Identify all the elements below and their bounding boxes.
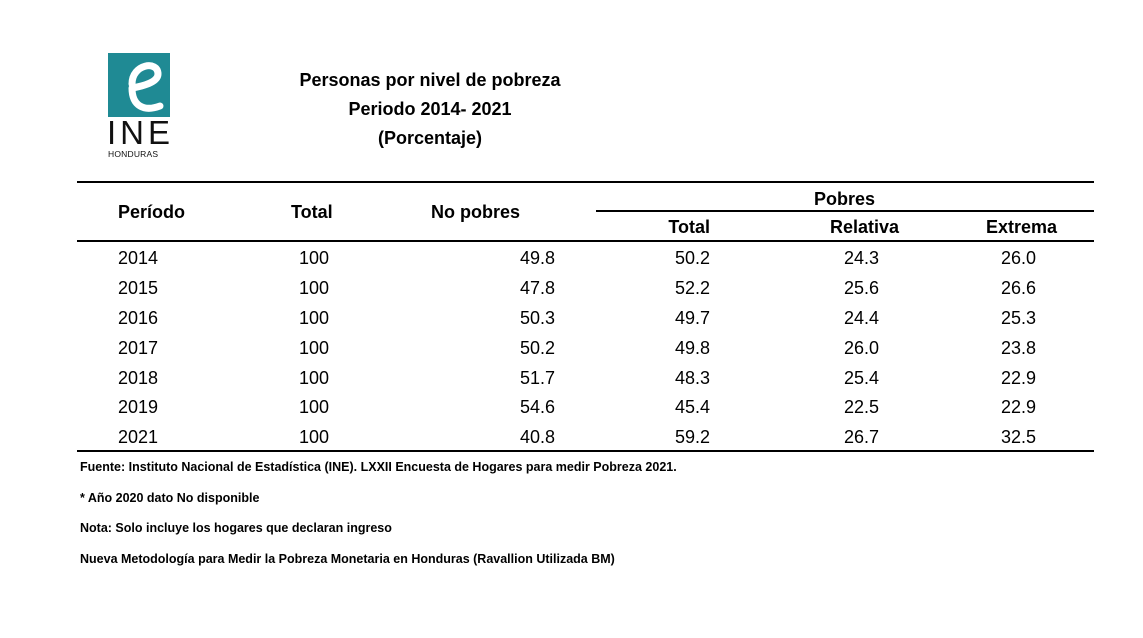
table-top-rule bbox=[77, 181, 1094, 183]
cell-relativa: 25.6 bbox=[843, 278, 879, 298]
note-anio: * Año 2020 dato No disponible bbox=[80, 491, 260, 505]
cell-extrema: 32.5 bbox=[1000, 427, 1036, 447]
cell-pobres-total: 59.2 bbox=[674, 427, 710, 447]
cell-total: 100 bbox=[299, 338, 330, 358]
cell-pobres-total: 52.2 bbox=[674, 278, 710, 298]
cell-total: 100 bbox=[299, 368, 330, 388]
cell-year: 2017 bbox=[118, 338, 159, 358]
cell-extrema: 26.0 bbox=[1000, 248, 1036, 268]
cell-pobres-total: 50.2 bbox=[674, 248, 710, 268]
cell-relativa: 22.5 bbox=[843, 397, 879, 417]
cell-total: 100 bbox=[299, 427, 330, 447]
title-line-1: Personas por nivel de pobreza bbox=[299, 70, 561, 90]
cell-no-pobres: 51.7 bbox=[519, 368, 555, 388]
header-bottom-rule bbox=[77, 240, 1094, 242]
logo-letters: INE bbox=[107, 114, 175, 151]
header-relativa: Relativa bbox=[829, 217, 899, 237]
table-title bbox=[230, 66, 630, 153]
cell-total: 100 bbox=[299, 278, 330, 298]
cell-pobres-total: 49.8 bbox=[674, 338, 710, 358]
cell-extrema: 26.6 bbox=[1000, 278, 1036, 298]
logo-subtitle: HONDURAS bbox=[108, 149, 159, 159]
cell-no-pobres: 49.8 bbox=[519, 248, 555, 268]
cell-pobres-total: 45.4 bbox=[674, 397, 710, 417]
cell-pobres-total: 48.3 bbox=[674, 368, 710, 388]
cell-year: 2015 bbox=[118, 278, 159, 298]
cell-extrema: 23.8 bbox=[1000, 338, 1036, 358]
cell-year: 2019 bbox=[118, 397, 159, 417]
header-extrema: Extrema bbox=[985, 217, 1057, 237]
cell-relativa: 25.4 bbox=[843, 368, 879, 388]
note-fuente: Fuente: Instituto Nacional de Estadística (INE). LXXII Encuesta de Hogares para medir Pobreza 2021. bbox=[80, 460, 677, 474]
header-periodo: Período bbox=[118, 202, 186, 222]
cell-relativa: 26.7 bbox=[843, 427, 879, 447]
cell-relativa: 24.3 bbox=[843, 248, 879, 268]
cell-year: 2021 bbox=[118, 427, 159, 447]
table-bottom-rule bbox=[77, 450, 1094, 452]
cell-year: 2018 bbox=[118, 368, 159, 388]
title-line-3: (Porcentaje) bbox=[377, 128, 483, 148]
logo-e-icon bbox=[114, 50, 170, 120]
cell-no-pobres: 54.6 bbox=[519, 397, 555, 417]
cell-year: 2016 bbox=[118, 308, 159, 328]
cell-total: 100 bbox=[299, 248, 330, 268]
header-no-pobres: No pobres bbox=[431, 202, 521, 222]
cell-extrema: 22.9 bbox=[1000, 397, 1036, 417]
cell-total: 100 bbox=[299, 397, 330, 417]
pobres-group-rule bbox=[596, 210, 1094, 212]
cell-no-pobres: 50.3 bbox=[519, 308, 555, 328]
title-line-2: Periodo 2014- 2021 bbox=[348, 99, 512, 119]
cell-extrema: 25.3 bbox=[1000, 308, 1036, 328]
note-nota: Nota: Solo incluye los hogares que declaran ingreso bbox=[80, 521, 392, 535]
cell-total: 100 bbox=[299, 308, 330, 328]
cell-no-pobres: 50.2 bbox=[519, 338, 555, 358]
ine-logo bbox=[108, 46, 180, 162]
header-pobres-total: Total bbox=[668, 217, 710, 237]
cell-no-pobres: 40.8 bbox=[519, 427, 555, 447]
cell-no-pobres: 47.8 bbox=[519, 278, 555, 298]
cell-year: 2014 bbox=[118, 248, 159, 268]
cell-pobres-total: 49.7 bbox=[674, 308, 710, 328]
note-metodologia: Nueva Metodología para Medir la Pobreza Monetaria en Honduras (Ravallion Utilizada BM) bbox=[80, 552, 615, 566]
cell-relativa: 26.0 bbox=[843, 338, 879, 358]
header-total: Total bbox=[291, 202, 333, 222]
cell-extrema: 22.9 bbox=[1000, 368, 1036, 388]
cell-relativa: 24.4 bbox=[843, 308, 879, 328]
header-pobres: Pobres bbox=[814, 189, 876, 209]
